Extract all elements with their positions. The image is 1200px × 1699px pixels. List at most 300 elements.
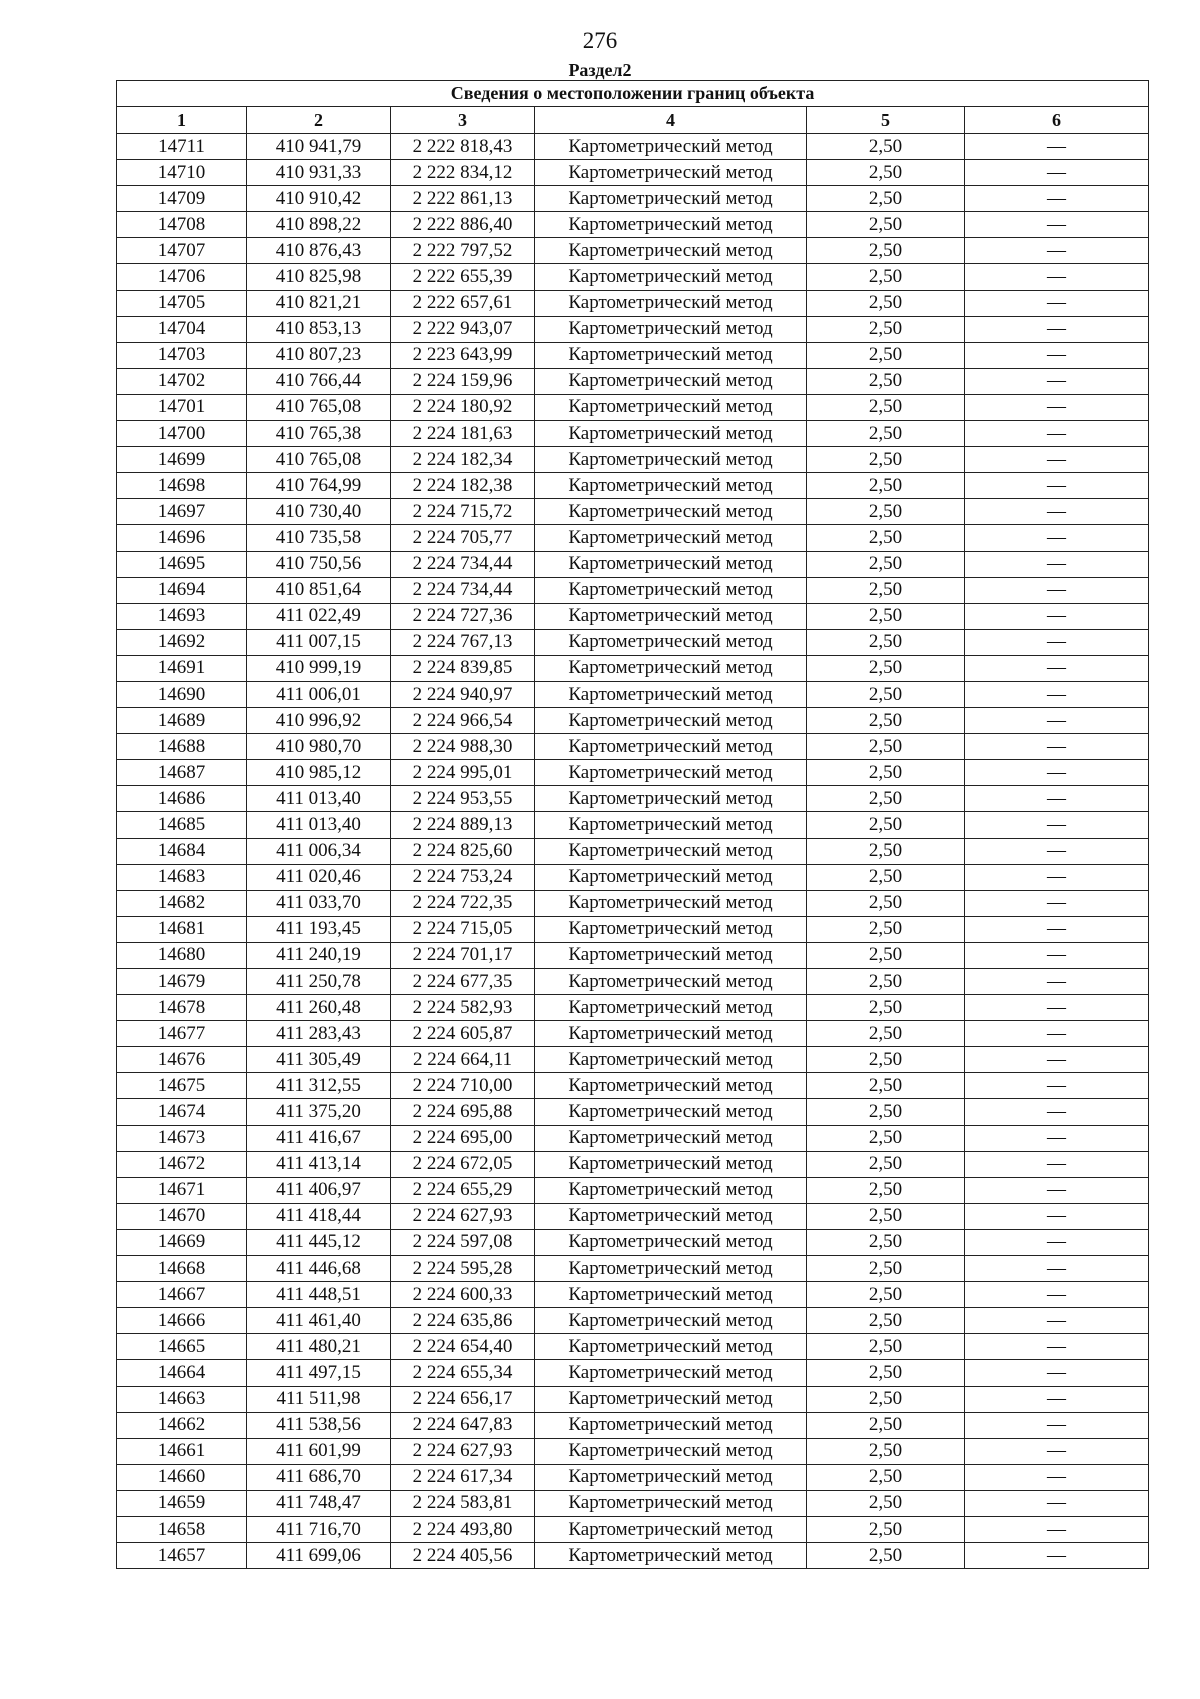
x-coordinate-cell: 411 448,51: [247, 1282, 391, 1308]
y-coordinate-cell: 2 224 722,35: [391, 890, 535, 916]
point-number-cell: 14683: [117, 864, 247, 890]
accuracy-cell: 2,50: [807, 134, 965, 160]
description-cell: —: [965, 864, 1149, 890]
point-number-cell: 14670: [117, 1203, 247, 1229]
y-coordinate-cell: 2 224 695,88: [391, 1099, 535, 1125]
table-row: [117, 1308, 1149, 1334]
method-cell: Картометрический метод: [535, 655, 807, 681]
accuracy-cell: 2,50: [807, 499, 965, 525]
x-coordinate-cell: 410 735,58: [247, 525, 391, 551]
method-cell: Картометрический метод: [535, 238, 807, 264]
description-cell: —: [965, 551, 1149, 577]
description-cell: —: [965, 1438, 1149, 1464]
point-number-cell: 14675: [117, 1073, 247, 1099]
point-number-cell: 14672: [117, 1151, 247, 1177]
table-row: [117, 421, 1149, 447]
x-coordinate-cell: 410 825,98: [247, 264, 391, 290]
x-coordinate-cell: 410 750,56: [247, 551, 391, 577]
point-number-cell: 14671: [117, 1177, 247, 1203]
y-coordinate-cell: 2 224 182,38: [391, 473, 535, 499]
description-cell: —: [965, 1256, 1149, 1282]
accuracy-cell: 2,50: [807, 212, 965, 238]
x-coordinate-cell: 411 006,34: [247, 838, 391, 864]
y-coordinate-cell: 2 224 988,30: [391, 734, 535, 760]
description-cell: —: [965, 916, 1149, 942]
x-coordinate-cell: 411 013,40: [247, 812, 391, 838]
y-coordinate-cell: 2 224 159,96: [391, 368, 535, 394]
y-coordinate-cell: 2 224 493,80: [391, 1516, 535, 1542]
table-row: [117, 394, 1149, 420]
table-row: [117, 290, 1149, 316]
method-cell: Картометрический метод: [535, 1229, 807, 1255]
method-cell: Картометрический метод: [535, 995, 807, 1021]
x-coordinate-cell: 411 416,67: [247, 1125, 391, 1151]
accuracy-cell: 2,50: [807, 1151, 965, 1177]
point-number-cell: 14710: [117, 160, 247, 186]
x-coordinate-cell: 410 853,13: [247, 316, 391, 342]
table-row: [117, 1203, 1149, 1229]
point-number-cell: 14669: [117, 1229, 247, 1255]
table-row: [117, 577, 1149, 603]
point-number-cell: 14679: [117, 969, 247, 995]
method-cell: Картометрический метод: [535, 342, 807, 368]
table-row: [117, 1099, 1149, 1125]
accuracy-cell: 2,50: [807, 812, 965, 838]
point-number-cell: 14703: [117, 342, 247, 368]
y-coordinate-cell: 2 224 727,36: [391, 603, 535, 629]
description-cell: —: [965, 1229, 1149, 1255]
table-row: [117, 551, 1149, 577]
description-cell: —: [965, 1412, 1149, 1438]
y-coordinate-cell: 2 222 818,43: [391, 134, 535, 160]
y-coordinate-cell: 2 224 839,85: [391, 655, 535, 681]
point-number-cell: 14674: [117, 1099, 247, 1125]
point-number-cell: 14696: [117, 525, 247, 551]
x-coordinate-cell: 411 538,56: [247, 1412, 391, 1438]
y-coordinate-cell: 2 224 995,01: [391, 760, 535, 786]
y-coordinate-cell: 2 224 889,13: [391, 812, 535, 838]
description-cell: —: [965, 1021, 1149, 1047]
method-cell: Картометрический метод: [535, 1334, 807, 1360]
method-cell: Картометрический метод: [535, 838, 807, 864]
method-cell: Картометрический метод: [535, 1360, 807, 1386]
accuracy-cell: 2,50: [807, 1412, 965, 1438]
table-body: [117, 134, 1149, 1569]
description-cell: —: [965, 1099, 1149, 1125]
accuracy-cell: 2,50: [807, 864, 965, 890]
description-cell: —: [965, 186, 1149, 212]
table-row: [117, 499, 1149, 525]
description-cell: —: [965, 1543, 1149, 1569]
method-cell: Картометрический метод: [535, 264, 807, 290]
table-row: [117, 134, 1149, 160]
x-coordinate-cell: 410 985,12: [247, 760, 391, 786]
method-cell: Картометрический метод: [535, 186, 807, 212]
description-cell: —: [965, 1151, 1149, 1177]
method-cell: Картометрический метод: [535, 864, 807, 890]
method-cell: Картометрический метод: [535, 368, 807, 394]
method-cell: Картометрический метод: [535, 1047, 807, 1073]
y-coordinate-cell: 2 223 643,99: [391, 342, 535, 368]
point-number-cell: 14676: [117, 1047, 247, 1073]
x-coordinate-cell: 411 022,49: [247, 603, 391, 629]
y-coordinate-cell: 2 224 966,54: [391, 708, 535, 734]
accuracy-cell: 2,50: [807, 681, 965, 707]
x-coordinate-cell: 411 686,70: [247, 1464, 391, 1490]
x-coordinate-cell: 410 807,23: [247, 342, 391, 368]
accuracy-cell: 2,50: [807, 629, 965, 655]
point-number-cell: 14706: [117, 264, 247, 290]
x-coordinate-cell: 410 980,70: [247, 734, 391, 760]
y-coordinate-cell: 2 224 627,93: [391, 1438, 535, 1464]
accuracy-cell: 2,50: [807, 160, 965, 186]
description-cell: —: [965, 1282, 1149, 1308]
point-number-cell: 14704: [117, 316, 247, 342]
table-row: [117, 812, 1149, 838]
method-cell: Картометрический метод: [535, 499, 807, 525]
description-cell: —: [965, 760, 1149, 786]
x-coordinate-cell: 410 876,43: [247, 238, 391, 264]
table-row: [117, 1543, 1149, 1569]
description-cell: —: [965, 812, 1149, 838]
accuracy-cell: 2,50: [807, 394, 965, 420]
method-cell: Картометрический метод: [535, 421, 807, 447]
x-coordinate-cell: 411 260,48: [247, 995, 391, 1021]
description-cell: —: [965, 629, 1149, 655]
description-cell: —: [965, 290, 1149, 316]
x-coordinate-cell: 410 910,42: [247, 186, 391, 212]
y-coordinate-cell: 2 222 943,07: [391, 316, 535, 342]
accuracy-cell: 2,50: [807, 734, 965, 760]
method-cell: Картометрический метод: [535, 447, 807, 473]
method-cell: Картометрический метод: [535, 525, 807, 551]
y-coordinate-cell: 2 224 182,34: [391, 447, 535, 473]
x-coordinate-cell: 411 748,47: [247, 1490, 391, 1516]
table-row: [117, 1073, 1149, 1099]
description-cell: —: [965, 708, 1149, 734]
description-cell: —: [965, 1125, 1149, 1151]
method-cell: Картометрический метод: [535, 1464, 807, 1490]
point-number-cell: 14689: [117, 708, 247, 734]
column-header: 2: [247, 107, 391, 134]
table-row: [117, 1282, 1149, 1308]
table-row: [117, 342, 1149, 368]
description-cell: —: [965, 160, 1149, 186]
point-number-cell: 14664: [117, 1360, 247, 1386]
y-coordinate-cell: 2 224 597,08: [391, 1229, 535, 1255]
table-row: [117, 1490, 1149, 1516]
y-coordinate-cell: 2 222 657,61: [391, 290, 535, 316]
method-cell: Картометрический метод: [535, 1490, 807, 1516]
point-number-cell: 14666: [117, 1308, 247, 1334]
accuracy-cell: 2,50: [807, 1464, 965, 1490]
table-row: [117, 316, 1149, 342]
point-number-cell: 14668: [117, 1256, 247, 1282]
point-number-cell: 14663: [117, 1386, 247, 1412]
accuracy-cell: 2,50: [807, 890, 965, 916]
accuracy-cell: 2,50: [807, 838, 965, 864]
column-header: 3: [391, 107, 535, 134]
method-cell: Картометрический метод: [535, 551, 807, 577]
description-cell: —: [965, 421, 1149, 447]
description-cell: —: [965, 1177, 1149, 1203]
point-number-cell: 14665: [117, 1334, 247, 1360]
accuracy-cell: 2,50: [807, 577, 965, 603]
accuracy-cell: 2,50: [807, 1256, 965, 1282]
description-cell: —: [965, 942, 1149, 968]
x-coordinate-cell: 411 716,70: [247, 1516, 391, 1542]
column-header: 4: [535, 107, 807, 134]
method-cell: Картометрический метод: [535, 394, 807, 420]
description-cell: —: [965, 734, 1149, 760]
description-cell: —: [965, 342, 1149, 368]
description-cell: —: [965, 394, 1149, 420]
description-cell: —: [965, 212, 1149, 238]
x-coordinate-cell: 410 996,92: [247, 708, 391, 734]
point-number-cell: 14695: [117, 551, 247, 577]
accuracy-cell: 2,50: [807, 603, 965, 629]
y-coordinate-cell: 2 224 825,60: [391, 838, 535, 864]
method-cell: Картометрический метод: [535, 1412, 807, 1438]
y-coordinate-cell: 2 224 635,86: [391, 1308, 535, 1334]
point-number-cell: 14711: [117, 134, 247, 160]
table-row: [117, 1256, 1149, 1282]
x-coordinate-cell: 410 765,38: [247, 421, 391, 447]
point-number-cell: 14678: [117, 995, 247, 1021]
description-cell: —: [965, 1047, 1149, 1073]
x-coordinate-cell: 410 898,22: [247, 212, 391, 238]
point-number-cell: 14667: [117, 1282, 247, 1308]
description-cell: —: [965, 1360, 1149, 1386]
description-cell: —: [965, 238, 1149, 264]
table-row: [117, 1021, 1149, 1047]
y-coordinate-cell: 2 224 672,05: [391, 1151, 535, 1177]
x-coordinate-cell: 410 941,79: [247, 134, 391, 160]
x-coordinate-cell: 411 461,40: [247, 1308, 391, 1334]
table-caption: Сведения о местоположении границ объекта: [117, 81, 1149, 107]
table-row: [117, 603, 1149, 629]
method-cell: Картометрический метод: [535, 969, 807, 995]
x-coordinate-cell: 411 007,15: [247, 629, 391, 655]
column-header: 6: [965, 107, 1149, 134]
accuracy-cell: 2,50: [807, 473, 965, 499]
method-cell: Картометрический метод: [535, 1543, 807, 1569]
table-row: [117, 1464, 1149, 1490]
description-cell: —: [965, 499, 1149, 525]
point-number-cell: 14702: [117, 368, 247, 394]
method-cell: Картометрический метод: [535, 1021, 807, 1047]
method-cell: Картометрический метод: [535, 708, 807, 734]
accuracy-cell: 2,50: [807, 1516, 965, 1542]
method-cell: Картометрический метод: [535, 1282, 807, 1308]
description-cell: —: [965, 603, 1149, 629]
x-coordinate-cell: 410 764,99: [247, 473, 391, 499]
y-coordinate-cell: 2 224 627,93: [391, 1203, 535, 1229]
method-cell: Картометрический метод: [535, 134, 807, 160]
table-row: [117, 264, 1149, 290]
accuracy-cell: 2,50: [807, 1177, 965, 1203]
method-cell: Картометрический метод: [535, 1151, 807, 1177]
method-cell: Картометрический метод: [535, 681, 807, 707]
description-cell: —: [965, 1490, 1149, 1516]
description-cell: —: [965, 890, 1149, 916]
x-coordinate-cell: 411 413,14: [247, 1151, 391, 1177]
column-header: 5: [807, 107, 965, 134]
accuracy-cell: 2,50: [807, 942, 965, 968]
point-number-cell: 14684: [117, 838, 247, 864]
table-row: [117, 212, 1149, 238]
point-number-cell: 14694: [117, 577, 247, 603]
accuracy-cell: 2,50: [807, 1490, 965, 1516]
y-coordinate-cell: 2 224 953,55: [391, 786, 535, 812]
accuracy-cell: 2,50: [807, 1229, 965, 1255]
method-cell: Картометрический метод: [535, 734, 807, 760]
table-row: [117, 681, 1149, 707]
point-number-cell: 14690: [117, 681, 247, 707]
table-row: [117, 238, 1149, 264]
x-coordinate-cell: 411 601,99: [247, 1438, 391, 1464]
page-number: 276: [582, 28, 618, 53]
table-row: [117, 969, 1149, 995]
method-cell: Картометрический метод: [535, 1177, 807, 1203]
table-row: [117, 1386, 1149, 1412]
table-row: [117, 629, 1149, 655]
y-coordinate-cell: 2 224 582,93: [391, 995, 535, 1021]
method-cell: Картометрический метод: [535, 603, 807, 629]
x-coordinate-cell: 410 765,08: [247, 447, 391, 473]
table-row: [117, 916, 1149, 942]
point-number-cell: 14701: [117, 394, 247, 420]
table-row: [117, 734, 1149, 760]
description-cell: —: [965, 264, 1149, 290]
x-coordinate-cell: 410 765,08: [247, 394, 391, 420]
table-row: [117, 838, 1149, 864]
method-cell: Картометрический метод: [535, 1516, 807, 1542]
x-coordinate-cell: 410 931,33: [247, 160, 391, 186]
description-cell: —: [965, 838, 1149, 864]
accuracy-cell: 2,50: [807, 1073, 965, 1099]
description-cell: —: [965, 1073, 1149, 1099]
accuracy-cell: 2,50: [807, 525, 965, 551]
table-row: [117, 525, 1149, 551]
x-coordinate-cell: 411 511,98: [247, 1386, 391, 1412]
y-coordinate-cell: 2 224 710,00: [391, 1073, 535, 1099]
accuracy-cell: 2,50: [807, 238, 965, 264]
point-number-cell: 14657: [117, 1543, 247, 1569]
method-cell: Картометрический метод: [535, 160, 807, 186]
table-row: [117, 1334, 1149, 1360]
accuracy-cell: 2,50: [807, 342, 965, 368]
y-coordinate-cell: 2 222 797,52: [391, 238, 535, 264]
description-cell: —: [965, 1516, 1149, 1542]
point-number-cell: 14685: [117, 812, 247, 838]
x-coordinate-cell: 410 999,19: [247, 655, 391, 681]
description-cell: —: [965, 525, 1149, 551]
description-cell: —: [965, 316, 1149, 342]
y-coordinate-cell: 2 224 664,11: [391, 1047, 535, 1073]
column-header: 1: [117, 107, 247, 134]
column-header-row: [117, 107, 1149, 134]
table-row: [117, 160, 1149, 186]
accuracy-cell: 2,50: [807, 1047, 965, 1073]
description-cell: —: [965, 995, 1149, 1021]
x-coordinate-cell: 411 445,12: [247, 1229, 391, 1255]
y-coordinate-cell: 2 224 595,28: [391, 1256, 535, 1282]
accuracy-cell: 2,50: [807, 1203, 965, 1229]
x-coordinate-cell: 411 446,68: [247, 1256, 391, 1282]
y-coordinate-cell: 2 224 617,34: [391, 1464, 535, 1490]
point-number-cell: 14658: [117, 1516, 247, 1542]
description-cell: —: [965, 1386, 1149, 1412]
accuracy-cell: 2,50: [807, 1308, 965, 1334]
method-cell: Картометрический метод: [535, 212, 807, 238]
table-row: [117, 890, 1149, 916]
y-coordinate-cell: 2 224 605,87: [391, 1021, 535, 1047]
x-coordinate-cell: 411 699,06: [247, 1543, 391, 1569]
x-coordinate-cell: 410 766,44: [247, 368, 391, 394]
x-coordinate-cell: 411 305,49: [247, 1047, 391, 1073]
point-number-cell: 14708: [117, 212, 247, 238]
y-coordinate-cell: 2 224 181,63: [391, 421, 535, 447]
y-coordinate-cell: 2 224 715,05: [391, 916, 535, 942]
x-coordinate-cell: 411 312,55: [247, 1073, 391, 1099]
table-row: [117, 186, 1149, 212]
table-row: [117, 942, 1149, 968]
accuracy-cell: 2,50: [807, 1334, 965, 1360]
y-coordinate-cell: 2 222 834,12: [391, 160, 535, 186]
x-coordinate-cell: 411 418,44: [247, 1203, 391, 1229]
y-coordinate-cell: 2 224 753,24: [391, 864, 535, 890]
table-row: [117, 447, 1149, 473]
accuracy-cell: 2,50: [807, 1021, 965, 1047]
y-coordinate-cell: 2 224 655,29: [391, 1177, 535, 1203]
description-cell: —: [965, 1464, 1149, 1490]
accuracy-cell: 2,50: [807, 916, 965, 942]
x-coordinate-cell: 411 497,15: [247, 1360, 391, 1386]
table-row: [117, 655, 1149, 681]
point-number-cell: 14688: [117, 734, 247, 760]
accuracy-cell: 2,50: [807, 655, 965, 681]
point-number-cell: 14705: [117, 290, 247, 316]
accuracy-cell: 2,50: [807, 551, 965, 577]
y-coordinate-cell: 2 224 940,97: [391, 681, 535, 707]
method-cell: Картометрический метод: [535, 786, 807, 812]
x-coordinate-cell: 411 006,01: [247, 681, 391, 707]
point-number-cell: 14687: [117, 760, 247, 786]
method-cell: Картометрический метод: [535, 1203, 807, 1229]
table-row: [117, 1360, 1149, 1386]
method-cell: Картометрический метод: [535, 812, 807, 838]
table-row: [117, 1177, 1149, 1203]
table-row: [117, 1047, 1149, 1073]
x-coordinate-cell: 411 283,43: [247, 1021, 391, 1047]
accuracy-cell: 2,50: [807, 1543, 965, 1569]
point-number-cell: 14697: [117, 499, 247, 525]
method-cell: Картометрический метод: [535, 1073, 807, 1099]
description-cell: —: [965, 655, 1149, 681]
y-coordinate-cell: 2 224 654,40: [391, 1334, 535, 1360]
method-cell: Картометрический метод: [535, 942, 807, 968]
description-cell: —: [965, 447, 1149, 473]
point-number-cell: 14681: [117, 916, 247, 942]
description-cell: —: [965, 969, 1149, 995]
accuracy-cell: 2,50: [807, 316, 965, 342]
method-cell: Картометрический метод: [535, 1386, 807, 1412]
x-coordinate-cell: 411 406,97: [247, 1177, 391, 1203]
point-number-cell: 14660: [117, 1464, 247, 1490]
y-coordinate-cell: 2 224 677,35: [391, 969, 535, 995]
x-coordinate-cell: 411 020,46: [247, 864, 391, 890]
